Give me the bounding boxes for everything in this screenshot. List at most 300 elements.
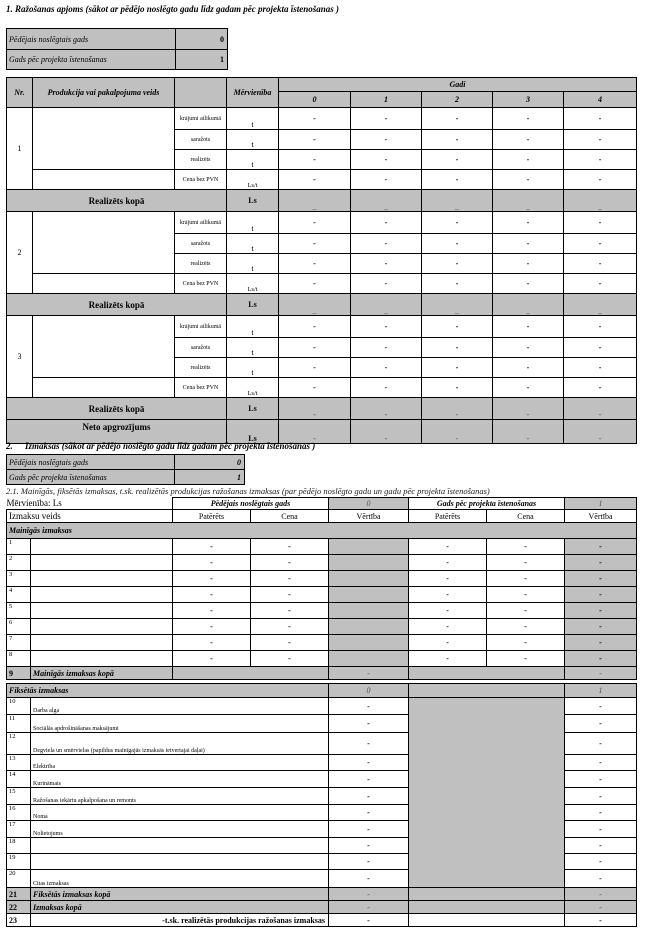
value-cell[interactable]: - [422, 254, 493, 274]
header-nr: Nr. [7, 78, 33, 108]
value-cell[interactable]: - [279, 150, 351, 170]
header-year-3: 3 [493, 92, 564, 108]
value-cell[interactable]: - [351, 378, 422, 398]
price-after[interactable]: - [487, 603, 565, 619]
net-value-cell: - [564, 420, 637, 444]
value-last[interactable]: - [329, 755, 409, 771]
price-last[interactable]: - [251, 603, 329, 619]
header-year-0: 0 [279, 92, 351, 108]
value-cell[interactable]: - [351, 338, 422, 358]
info-label: Pēdējais noslēgtais gads [7, 455, 175, 470]
after-year-value: 1 [565, 498, 637, 510]
value-cell[interactable]: - [564, 234, 637, 254]
value-cell[interactable]: - [351, 108, 422, 130]
fixed-cost-label: Noma [31, 805, 329, 821]
value-after[interactable]: - [565, 838, 637, 854]
row-nr: 22 [7, 901, 31, 914]
consumed-after[interactable]: - [409, 603, 487, 619]
total-value-cell: _ [564, 294, 637, 316]
row-nr: 23 [7, 914, 31, 927]
value-last[interactable]: - [329, 854, 409, 870]
info-label: Pēdējais noslēgtais gads [7, 29, 176, 50]
fixed-cost-label [31, 854, 329, 870]
cost-total-row [7, 901, 637, 914]
value-cell[interactable]: - [564, 254, 637, 274]
row-unit: t [227, 338, 279, 358]
consumed-after[interactable]: - [409, 555, 487, 571]
consumed-after[interactable]: - [409, 635, 487, 651]
header-year-2: 2 [422, 92, 493, 108]
value-cell[interactable]: - [351, 170, 422, 190]
value-after[interactable]: - [565, 733, 637, 755]
product-name-cell[interactable] [33, 212, 175, 274]
section-2-title-text: Izmaksas (sākot ar pēdējo noslēgto gadu līdz gadam pēc projekta īstenošanas ) [25, 441, 316, 451]
consumed-last[interactable]: - [173, 635, 251, 651]
row-nr: 12 [7, 733, 31, 755]
value-last[interactable]: - [329, 771, 409, 788]
value-cell[interactable]: - [279, 212, 351, 234]
variable-cost-name[interactable] [31, 539, 173, 555]
value-cell[interactable]: - [493, 254, 564, 274]
value-cell[interactable]: - [351, 234, 422, 254]
fixed-cost-label [31, 838, 329, 854]
info-row-last-year [7, 29, 228, 50]
row-unit: t [227, 130, 279, 150]
value-cell[interactable]: - [279, 378, 351, 398]
row-label: krājumi atlikumā [175, 316, 227, 338]
value-cell[interactable]: - [493, 212, 564, 234]
col-value-last: Vērtība [329, 510, 409, 523]
product-row [7, 170, 637, 190]
value-cell[interactable]: - [422, 274, 493, 294]
row-label: realizēts [175, 358, 227, 378]
cost-table [6, 497, 637, 927]
section-2-number: 2. [6, 441, 13, 451]
value-last[interactable]: - [329, 870, 409, 888]
value-cell[interactable]: - [279, 274, 351, 294]
variable-cost-name[interactable] [31, 603, 173, 619]
net-turnover-row [7, 420, 637, 444]
net-value-cell: - [493, 420, 564, 444]
info-row-after-year [7, 50, 228, 70]
info-value[interactable]: 0 [175, 455, 245, 470]
fixed-costs-header [7, 684, 637, 698]
value-cell[interactable]: - [279, 170, 351, 190]
value-cell[interactable]: - [351, 130, 422, 150]
value-after: - [565, 619, 637, 635]
value-last [329, 603, 409, 619]
row-unit: t [227, 358, 279, 378]
product-name-cell[interactable] [33, 108, 175, 170]
value-after[interactable]: - [565, 788, 637, 805]
variable-cost-row [7, 539, 637, 555]
row-label: krājumi atlikumā [175, 212, 227, 234]
realized-total-row [7, 190, 637, 212]
value-cell[interactable]: - [422, 170, 493, 190]
consumed-after[interactable]: - [409, 619, 487, 635]
consumed-after[interactable]: - [409, 587, 487, 603]
row-unit: t [227, 316, 279, 338]
fixed-cost-label: Ražošanas iekārtu apkalpošana un remonts [31, 788, 329, 805]
fixed-cost-label: Darba alga [31, 698, 329, 715]
row-nr: 20 [7, 870, 31, 888]
variable-cost-row [7, 635, 637, 651]
fixed-costs-label: Fiksētās izmaksas [7, 684, 329, 698]
total-value-cell: - [493, 398, 564, 420]
realized-total-unit: Ls [227, 190, 279, 212]
row-nr: 8 [7, 651, 31, 667]
consumed-last[interactable]: - [173, 587, 251, 603]
value-cell[interactable]: - [564, 170, 637, 190]
value-after: - [565, 888, 637, 901]
info-row-last-year [7, 455, 245, 470]
fixed-cost-label: Degviela un smērvielas (papildus mainīgajās izmaksās ietvertajai daļai) [31, 733, 329, 755]
row-unit: Ls/t [227, 274, 279, 294]
value-cell[interactable]: - [422, 378, 493, 398]
product-row [7, 108, 637, 130]
value-after: - [565, 603, 637, 619]
row-nr: 3 [7, 571, 31, 587]
fixed-last-value: 0 [329, 684, 409, 698]
value-cell[interactable]: - [351, 212, 422, 234]
blank-cell [409, 901, 565, 914]
col-price-after: Cena [487, 510, 565, 523]
consumed-after[interactable]: - [409, 571, 487, 587]
total-value-cell: _ [564, 190, 637, 212]
value-cell[interactable]: - [279, 130, 351, 150]
variable-cost-name[interactable] [31, 635, 173, 651]
cost-total-label: Izmaksas kopā [31, 901, 329, 914]
price-last[interactable]: - [251, 651, 329, 667]
value-cell[interactable]: - [279, 316, 351, 338]
price-after[interactable]: - [487, 587, 565, 603]
price-after[interactable]: - [487, 619, 565, 635]
total-value-cell: - [351, 398, 422, 420]
value-after[interactable]: - [565, 715, 637, 733]
value-cell[interactable]: - [493, 150, 564, 170]
variable-cost-row [7, 555, 637, 571]
blank-cell [409, 684, 565, 698]
total-value-cell: _ [493, 294, 564, 316]
value-last[interactable]: - [329, 733, 409, 755]
total-value-cell: _ [279, 294, 351, 316]
value-cell[interactable]: - [279, 358, 351, 378]
value-last [329, 635, 409, 651]
value-after: - [565, 587, 637, 603]
value-cell[interactable]: - [564, 316, 637, 338]
value-cell[interactable]: - [564, 130, 637, 150]
header-product: Produkcija vai pakalpojuma veids [33, 78, 175, 108]
variable-costs-label: Mainīgās izmaksas [7, 523, 637, 539]
after-year-label: Gads pēc projekta īstenošanas [409, 498, 565, 510]
value-cell[interactable]: - [564, 358, 637, 378]
net-turnover-label: Neto apgrozījums [7, 420, 227, 444]
row-nr: 13 [7, 755, 31, 771]
value-cell[interactable]: - [564, 108, 637, 130]
value-after[interactable]: - [565, 698, 637, 715]
price-last[interactable]: - [251, 635, 329, 651]
row-nr: 10 [7, 698, 31, 715]
value-cell[interactable]: - [564, 378, 637, 398]
row-nr: 7 [7, 635, 31, 651]
cost-header-years [7, 498, 637, 510]
realized-total-unit: Ls [227, 294, 279, 316]
header-unit: Mērvienība [227, 78, 279, 108]
price-last[interactable]: - [251, 555, 329, 571]
consumed-last[interactable]: - [173, 603, 251, 619]
value-cell[interactable]: - [351, 254, 422, 274]
variable-total-row [7, 667, 637, 680]
value-cell[interactable]: - [422, 234, 493, 254]
row-nr: 19 [7, 854, 31, 870]
realized-total-unit: Ls [227, 398, 279, 420]
value-cell[interactable]: - [351, 150, 422, 170]
value-cell[interactable]: - [351, 316, 422, 338]
fixed-after-value: 1 [565, 684, 637, 698]
value-after: - [565, 667, 637, 680]
row-unit: t [227, 254, 279, 274]
price-after[interactable]: - [487, 571, 565, 587]
value-last[interactable]: - [329, 838, 409, 854]
value-last[interactable]: - [329, 788, 409, 805]
value-last [329, 587, 409, 603]
value-after[interactable]: - [565, 914, 637, 927]
row-nr: 14 [7, 771, 31, 788]
value-last[interactable]: - [329, 715, 409, 733]
header-row-top [7, 78, 637, 92]
value-cell[interactable]: - [422, 150, 493, 170]
header-blank [175, 78, 227, 108]
row-nr: 15 [7, 788, 31, 805]
value-cell[interactable]: - [493, 378, 564, 398]
header-year-4: 4 [564, 92, 637, 108]
price-last[interactable]: - [251, 539, 329, 555]
product-name-cell-bottom [33, 274, 175, 294]
blank-cell [409, 667, 565, 680]
price-after[interactable]: - [487, 555, 565, 571]
row-nr: 2 [7, 555, 31, 571]
cost-total-row [7, 888, 637, 901]
value-cell[interactable]: - [493, 130, 564, 150]
variable-cost-name[interactable] [31, 555, 173, 571]
gray-block [409, 698, 565, 888]
value-after[interactable]: - [565, 755, 637, 771]
value-cell[interactable]: - [279, 254, 351, 274]
cost-header-cols [7, 510, 637, 523]
value-after[interactable]: - [565, 771, 637, 788]
section-2-title [6, 441, 315, 451]
variable-cost-row [7, 603, 637, 619]
row-unit: t [227, 150, 279, 170]
row-label: saražots [175, 338, 227, 358]
value-cell[interactable]: - [564, 274, 637, 294]
variable-cost-name[interactable] [31, 619, 173, 635]
header-years-group: Gadi [279, 78, 637, 92]
variable-cost-name[interactable] [31, 587, 173, 603]
cost-type-label: Izmaksu veids [7, 510, 173, 523]
value-after: - [565, 651, 637, 667]
value-cell[interactable]: - [351, 358, 422, 378]
value-cell[interactable]: - [351, 274, 422, 294]
cost-total-label: -t.sk. realizētās produkcijas ražošanas izmaksas [31, 914, 329, 927]
value-after[interactable]: - [565, 805, 637, 821]
realized-total-label: Realizēts kopā [7, 398, 227, 420]
price-after[interactable]: - [487, 635, 565, 651]
total-value-cell: _ [351, 190, 422, 212]
value-after[interactable]: - [565, 870, 637, 888]
price-last[interactable]: - [251, 571, 329, 587]
cost-total-row [7, 914, 637, 927]
value-after: - [565, 539, 637, 555]
blank-cell [409, 888, 565, 901]
info-label: Gads pēc projekta īstenošanas [7, 50, 176, 70]
value-after[interactable]: - [565, 854, 637, 870]
col-consumed-after: Patērēts [409, 510, 487, 523]
row-unit: t [227, 212, 279, 234]
value-last [329, 571, 409, 587]
header-year-1: 1 [351, 92, 422, 108]
price-last[interactable]: - [251, 587, 329, 603]
total-value-cell: _ [493, 190, 564, 212]
row-unit: Ls/t [227, 378, 279, 398]
realized-total-row [7, 294, 637, 316]
row-label: Cena bez PVN [175, 274, 227, 294]
variable-cost-row [7, 651, 637, 667]
consumed-last[interactable]: - [173, 619, 251, 635]
value-cell[interactable]: - [422, 316, 493, 338]
row-nr: 9 [7, 667, 31, 680]
variable-cost-name[interactable] [31, 571, 173, 587]
production-table [6, 77, 637, 444]
value-last [329, 619, 409, 635]
variable-cost-row [7, 587, 637, 603]
value-last: - [329, 888, 409, 901]
value-last[interactable]: - [329, 698, 409, 715]
fixed-cost-row [7, 698, 637, 715]
value-last: - [329, 667, 409, 680]
product-name-cell-bottom [33, 378, 175, 398]
price-last[interactable]: - [251, 619, 329, 635]
value-cell[interactable]: - [422, 358, 493, 378]
total-value-cell: _ [279, 190, 351, 212]
variable-total-label: Mainīgās izmaksas kopā [31, 667, 173, 680]
value-last[interactable]: - [329, 914, 409, 927]
fixed-cost-label: Elektrība [31, 755, 329, 771]
consumed-after[interactable]: - [409, 539, 487, 555]
blank-cell [173, 667, 329, 680]
row-nr: 21 [7, 888, 31, 901]
row-unit: t [227, 108, 279, 130]
total-value-cell: _ [422, 190, 493, 212]
row-label: Cena bez PVN [175, 378, 227, 398]
value-last[interactable]: - [329, 805, 409, 821]
row-nr: 1 [7, 539, 31, 555]
row-nr: 18 [7, 838, 31, 854]
value-cell[interactable]: - [279, 338, 351, 358]
total-value-cell: - [422, 398, 493, 420]
value-cell[interactable]: - [422, 212, 493, 234]
info-value[interactable]: 1 [176, 50, 228, 70]
info-value[interactable]: 1 [175, 470, 245, 485]
col-consumed-last: Patērēts [173, 510, 251, 523]
value-cell[interactable]: - [493, 358, 564, 378]
row-label: saražots [175, 130, 227, 150]
price-after[interactable]: - [487, 539, 565, 555]
section-2-1-title: 2.1. Mainīgās, fiksētās izmaksas, t.sk. realizētās produkcijas ražošanas izmaksas (par pēdējo noslēgto gadu un gadu pēc projekta īstenošanas) [6, 486, 490, 496]
consumed-last[interactable]: - [173, 555, 251, 571]
consumed-last[interactable]: - [173, 539, 251, 555]
value-cell[interactable]: - [422, 108, 493, 130]
value-cell[interactable]: - [564, 212, 637, 234]
price-after[interactable]: - [487, 651, 565, 667]
value-cell[interactable]: - [279, 108, 351, 130]
value-after: - [565, 901, 637, 914]
product-name-cell-bottom [33, 170, 175, 190]
group-nr: 1 [7, 108, 33, 190]
row-label: realizēts [175, 254, 227, 274]
section-1-title: 1. Ražošanas apjoms (sākot ar pēdējo noslēgto gadu līdz gadam pēc projekta īstenošanas ) [6, 4, 340, 14]
value-cell[interactable]: - [493, 234, 564, 254]
row-nr: 6 [7, 619, 31, 635]
value-last[interactable]: - [329, 821, 409, 838]
group-nr: 2 [7, 212, 33, 294]
variable-cost-row [7, 619, 637, 635]
row-label: Cena bez PVN [175, 170, 227, 190]
product-name-cell[interactable] [33, 316, 175, 378]
value-after[interactable]: - [565, 821, 637, 838]
info-value[interactable]: 0 [176, 29, 228, 50]
section-2-info-table [6, 454, 245, 485]
value-last: - [329, 901, 409, 914]
blank-cell [409, 914, 565, 927]
row-nr: 17 [7, 821, 31, 838]
value-cell[interactable]: - [422, 338, 493, 358]
info-label: Gads pēc projekta īstenošanas [7, 470, 175, 485]
variable-cost-name[interactable] [31, 651, 173, 667]
value-cell[interactable]: - [493, 338, 564, 358]
consumed-last[interactable]: - [173, 651, 251, 667]
row-unit: t [227, 234, 279, 254]
total-value-cell: - [279, 398, 351, 420]
row-nr: 16 [7, 805, 31, 821]
consumed-after[interactable]: - [409, 651, 487, 667]
value-cell[interactable]: - [564, 338, 637, 358]
row-label: saražots [175, 234, 227, 254]
consumed-last[interactable]: - [173, 571, 251, 587]
total-value-cell: _ [351, 294, 422, 316]
fixed-cost-label: Kurināmais [31, 771, 329, 788]
value-cell[interactable]: - [493, 316, 564, 338]
value-cell[interactable]: - [564, 150, 637, 170]
realized-total-row [7, 398, 637, 420]
total-value-cell: _ [422, 294, 493, 316]
last-year-value: 0 [329, 498, 409, 510]
last-year-label: Pēdējais noslēgtais gads [173, 498, 329, 510]
variable-costs-header [7, 523, 637, 539]
value-cell[interactable]: - [279, 234, 351, 254]
value-cell[interactable]: - [422, 130, 493, 150]
col-price-last: Cena [251, 510, 329, 523]
net-value-cell: - [422, 420, 493, 444]
row-label: krājumi atlikumā [175, 108, 227, 130]
net-value-cell: - [279, 420, 351, 444]
net-value-cell: - [351, 420, 422, 444]
fixed-cost-label: Sociālās apdrošināšanas maksājumi [31, 715, 329, 733]
product-row [7, 316, 637, 338]
value-cell[interactable]: - [493, 108, 564, 130]
value-cell[interactable]: - [493, 274, 564, 294]
value-cell[interactable]: - [493, 170, 564, 190]
